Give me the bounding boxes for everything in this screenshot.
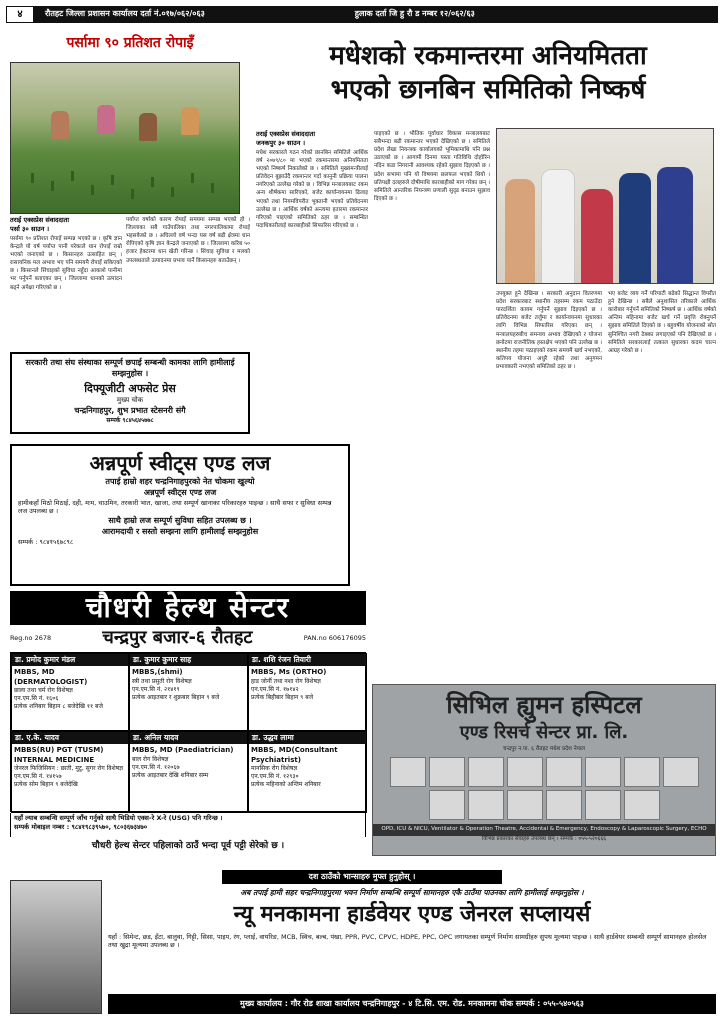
hardware-footer: मुख्य कार्यालय : गौर रोड शाखा कार्यालय चन्द्रनिगाहपुर - ४ टि.सि. एम. रोड. मनकामना चोक सम्पर्क : ०५५-५४०५६३ — [108, 994, 716, 1014]
doctor-degree: MBBS(RU) PGT (TUSM) INTERNAL MEDICINE — [14, 746, 104, 764]
clinic-banner: चौधरी हेल्थ सेन्टर — [10, 591, 366, 625]
doctor-specialty: जेनरल फिजिसियन : छाती, मुटु, सुगर रोग विशेषज्ञ — [14, 765, 124, 772]
farmer-figure — [97, 105, 115, 133]
clinic-subheader — [10, 626, 366, 650]
farmer-figure — [51, 111, 69, 139]
rice-story-col1 — [10, 216, 122, 348]
clinic-pan-no: PAN.no 606176095 — [303, 633, 366, 642]
main-body-col1: मधेश सरकारले गठन गरेको छानबिन समितिले आर्थिक वर्ष २०७९/८० मा भएको रकमान्तरमा अनियमितता भएको निष्कर्ष निकालेको छ । समितिले मुख्यमन्त्रीलाई प्रतिवेदन बुझाउँदै रकमान्तर गर्दा कानुनी प्रक्रिया पालना नगरिएको उल्लेख गरेको छ । विभिन्न मन्त्रालयबाट रकम अन्य शीर्षकमा सारिएको, बजेट कार्यान्वयनमा ढिलाइ भएको तथा नियमविपरीत भुक्तानी भएको प्रतिवेदनमा उल्लेख छ । आर्थिक वर्षको अन्त्यमा हतारमा रकमान्तर गरिएको पाइएको समितिको ठहर छ । सम्बन्धित पदाधिकारीलाई कारबाहीको सिफारिस गरिएको छ । — [256, 149, 368, 229]
doctor-nmc: एन.एम.सि नं. २१४१९ — [132, 685, 180, 693]
doctor-degree: MBBS, Ms (ORTHO) — [251, 668, 327, 677]
doctor-specialty: छाला तथा चर्म रोग विशेषज्ञ — [14, 687, 73, 694]
rice-body-col1: पर्सामा ९० प्रतिशत रोपाइँ सम्पन्न भएको छ । कृषि ज्ञान केन्द्रले यो वर्ष पर्याप्त पानी परेकाले धान रोपाइँ राम्रो भएको जनाएको छ । किसानहरु उत्साहित छन् । रासायनिक मल अभाव भए पनि समयमै रोपाइँ सकिएको छ । किसानले सिंचाइको सुविधा नहुँदा आकाशे पानीमा भर पर्नुपर्ने बताएका छन् । जिल्लामा धानको उत्पादन बढ्ने अपेक्षा गरिएको छ । — [10, 235, 122, 291]
clinic-reg-no: Reg.no 2678 — [10, 633, 52, 642]
doctor-nmc: एन.एम.सि नं. १४१५७ — [14, 773, 62, 781]
main-dateline: तराई एक्सप्रेस संवाददाता — [256, 130, 316, 138]
rice-headline: पर्सामा ९० प्रतिशत रोपाइँ — [66, 35, 194, 51]
main-headline — [258, 40, 718, 108]
press-name: दिफ्यूजीटी अफसेट प्रेस — [84, 381, 176, 395]
press-address: चन्द्रनिगाहपुर, शुभ प्रभात स्टेसनरी संगै — [74, 405, 186, 415]
press-ad-line1: सरकारी तथा संघ संस्थाका सम्पूर्ण छपाई सम्बन्धी कामका लागि हामीलाई सम्झनुहोस । — [25, 358, 235, 378]
doctor-card — [129, 731, 248, 813]
press-contact: सम्पर्क ९८४५६४५७७८ — [106, 416, 154, 424]
doctor-time: प्रत्येक आइतबार देखि शनिबार सम्म — [132, 771, 209, 779]
postal-registration: हुलाक दर्ता जि हु रौ ड नम्बर १२/०६२/६३ — [354, 9, 475, 19]
doctor-name: डा. अनिल यादव — [130, 732, 247, 744]
press-office-label: मुख्य चोक — [116, 396, 144, 405]
doctor-name: डा. उद्धव लामा — [249, 732, 366, 744]
main-body-col4: भए बजेट व्यय गर्ने परिपाटी बढेको सिद्धान्त विपरीत हुने देखिन्छ । सबैले अनुशासित तरिकाले आर्थिक कारोबार गर्नुपर्ने समितिको निष्कर्ष छ । आर्थिक वर्षको अन्तिम महिनामा बजेट खर्च गर्ने प्रवृत्ति रोक्नुपर्ने सुझाव समितिले दिएको छ । बहुवर्षीय योजनाको स्रोत सुनिश्चित नगरी ठेक्का लगाइएको पनि देखिएको छ । समितिले सरकारलाई तत्काल सुधारका कदम चाल्न आग्रह गरेको छ । — [608, 291, 716, 354]
page-number: ४ — [7, 7, 33, 22]
hospital-services: OPD, ICU & NICU, Ventilator & Operation Theatre, Accidental & Emergency, Endoscopy & Laparoscopic Surgery, ECHO — [373, 824, 715, 835]
doctor-card — [248, 731, 367, 813]
doctor-specialty: स्त्री तथा प्रसुती रोग विशेषज्ञ — [132, 677, 192, 685]
hospital-ad — [372, 684, 716, 856]
hardware-name: न्यू मनकामना हार्डवेयर एण्ड जेनरल सप्लायर्स — [233, 902, 591, 927]
hospital-title1: सिभिल ह्युमन हस्पिटल — [446, 691, 642, 719]
doctor-specialty: हाड जोर्नी तथा नशा रोग विशेषज्ञ — [251, 677, 321, 685]
annapurna-title: अन्नपूर्ण स्वीट्स एण्ड लज — [89, 451, 271, 475]
doctor-degree: MBBS, MD(Consultant Psychiatrist) — [251, 746, 338, 764]
doctor-time: प्रत्येक महिनाको अन्तिम शनिबार — [251, 781, 321, 789]
rice-dateline: तराई एक्सप्रेस संवाददाता — [10, 216, 70, 224]
rice-body-col2: पर्याप्त वर्षाको कारण रोपाइँ समयमा सम्पन्न भएको हो । जिल्लाका सबै गाउँपालिका तथा नगरपालिकामा रोपाइँ भइसकेको छ । अघिल्लो वर्ष भन्दा यस वर्ष बढी क्षेत्रमा धान रोपिएको कृषि ज्ञान केन्द्रले जनाएको छ । जिल्लामा करिब ५० हजार हेक्टरमा धान खेती गरिन्छ । सिंचाइ सुविधा र मलको उपलब्धताले उत्पादनमा प्रभाव पार्ने किसानहरु बताउँछन् । — [126, 217, 250, 264]
doctor-specialty: मानसिक रोग विशेषज्ञ — [251, 765, 298, 772]
page-header — [6, 6, 718, 23]
annapurna-bold-line: साथै हाम्रो लज सम्पूर्ण सुविधा सहित उपलब्ध छ । — [108, 516, 252, 526]
doctor-card — [11, 653, 129, 731]
doctor-name: डा. कुमार कुमार साह — [130, 654, 247, 666]
doctor-degree: MBBS, MD (DERMATOLOGIST) — [14, 668, 88, 686]
doctor-nmc: एन.एम.सि नं. १६०६ — [14, 695, 59, 703]
hardware-desc: यहाँ : सिमेन्ट, छड, इँटा, बालुवा, गिट्टी, सिसा, पाइप, रंग, प्लाई, वायरिङ, MCB, स्विच, बल्ब, पंखा, PPR, PVC, CPVC, HDPE, PPC, OPC लगायतका सम्पूर्ण निर्माण सामग्रीहरु सुपथ मूल्यमा पाइन्छ । साथै हार्डवेयर सम्बन्धी सम्पूर्ण सामानहरु होलसेल तथा खुद्रा मूल्यमा उपलब्ध छ । — [108, 932, 707, 950]
annapurna-closing: आरामदायी र सस्तो सम्झना लागि हामीलाई सम्झनुहोस — [101, 526, 259, 536]
hardware-ad — [108, 900, 716, 958]
handover-photo — [496, 128, 714, 284]
annapurna-contact: सम्पर्क : ९८४१५६७८९८ — [18, 537, 74, 546]
main-body-col2: पाइएको छ । भौतिक पूर्वाधार विकास मन्त्रालयबाट सबैभन्दा बढी रकमान्तर भएको देखिएको छ । समितिले प्रदेश लेखा नियन्त्रक कार्यालयको भूमिकामाथि पनि प्रश्न उठाएको छ । आगामी दिनमा यस्ता गतिविधि दोहोरिन नदिन कडा निगरानी आवश्यक रहेको सुझाव दिइएको छ । प्रदेश सभामा पनि यो विषयमा छलफल भएको थियो । प्रतिपक्षी दलहरुले दोषीमाथि कारबाहीको माग गरेका छन् । समितिले आन्तरिक नियन्त्रण प्रणाली सुदृढ बनाउन सुझाव दिएको छ । — [374, 131, 490, 202]
doctor-nmc: एन.एम.सि नं. १२९३० — [251, 773, 299, 781]
annapurna-sweets-ad — [10, 444, 350, 586]
doctor-name: डा. शशि रंजन तिवारी — [249, 654, 366, 666]
farmer-figure — [181, 107, 199, 135]
doctor-specialty: बाल रोग विशेषज्ञ — [132, 755, 169, 763]
doctor-card — [129, 653, 248, 731]
main-body-col3: उपयुक्त हुने देखिन्छ । सरकारी अनुदान वितरणमा प्रदेश सरकारबाट स्थानीय तहसम्म रकम पठाउँदा पारदर्शिता कायम गर्नुपर्ने सुझाव दिइएको छ । प्रतिवेदनमा बजेट तर्जुमा र कार्यान्वयनमा सुधारका लागि विभिन्न सिफारिस गरिएका छन् । मन्त्रालयहरुबीच समन्वय अभाव देखिएको र योजना छनोटमा राजनीतिक हस्तक्षेप भएको पनि उल्लेख छ । स्थानीय तहमा पठाइएको रकम समयमै खर्च नभएको, कतिपय योजना अधुरै रहेको तथा अनुगमन प्रभावकारी नभएको समितिको ठहर छ । — [496, 291, 602, 370]
doctor-degree: MBBS, MD (Paediatrician) — [132, 746, 234, 755]
farmer-figure — [139, 113, 157, 141]
rice-planting-photo — [10, 62, 240, 214]
doctor-card — [248, 653, 367, 731]
doctor-name: डा. प्रमोद कुमार मंडल — [12, 654, 128, 666]
clinic-contact: सम्पर्क मोबाइल नम्बर : ९८४१९८३९५७०, ९८०३६७३४७० — [14, 822, 148, 831]
hospital-address: चन्द्रपुर न.पा. ६ रौतहट मधेश प्रदेश नेपाल — [503, 745, 585, 752]
main-dateline-date: जनकपुर ३० साउन । — [256, 139, 306, 148]
annapurna-tagline: तपाई हाम्रो शहर चन्द्रनिगाहपुरको नेत चोकमा खुल्यो — [105, 477, 255, 486]
doctor-time: प्रत्येक आइतबार र शुक्रबार बिहान ९ बजे — [132, 693, 220, 701]
printing-press-ad — [10, 352, 250, 434]
doctor-degree: MBBS,(shmi) — [132, 668, 183, 677]
clinic-lab-note: यहाँ ल्याब सम्बन्धि सम्पूर्ण जाँच गर्नुको साथै भिडियो एक्स-रे X-रे (USG) पनि गरिन्छ । — [14, 814, 223, 822]
clinic-footer: चौधरी हेल्थ सेन्टर पहिलाको ठाउँ भन्दा पूर्व पट्टी सेरेको छ । — [91, 841, 285, 851]
clinic-address: चन्द्रपुर बजार-६ रौतहट — [102, 626, 253, 648]
clinic-note — [10, 813, 366, 837]
doctor-card — [11, 731, 129, 813]
rice-dateline-date: पर्सा ३० साउन । — [10, 225, 50, 234]
main-story-col4 — [608, 290, 716, 678]
main-headline-line2: भएको छानबिन समितिको निष्कर्ष — [330, 74, 646, 105]
doctor-grid — [10, 652, 366, 812]
doctor-time: प्रत्येक बिहीबार बिहान ९ बजे — [251, 693, 314, 701]
hospital-footer: विभिन्न प्रकारका सेवाहरु उपलब्ध छन् । सम्पर्क : ०५५-५२०६६६ — [481, 835, 607, 842]
annapurna-name: अन्नपूर्ण स्वीट्स एण्ड लज — [143, 487, 217, 497]
temple-photo — [10, 880, 102, 1014]
paper-registration: रौतहट जिल्ला प्रशासन कार्यालय दर्ता नं.०१७/०६२/०६३ — [45, 9, 205, 19]
notice-banner: दश ठाउँको भान्साहरु मुफ्त हुनुहोस् । — [222, 870, 502, 884]
rice-story-col2 — [126, 216, 250, 348]
notice-subtitle: अब तपाई हामी सहर चन्द्रनिगाहपुरमा भवन निर्माण सम्बन्धि सम्पूर्ण सामानहरु एकै ठाउँमा पाउनका लागि हामीलाई सम्झनुहोस । — [240, 888, 584, 897]
main-story-col3 — [496, 290, 602, 678]
hospital-doctor-photos — [373, 753, 715, 824]
annapurna-body: हामीकहाँ मिठो मिठाई, दही, मःम, चाउमिन, तरकारी भात, खाजा, तथा सम्पूर्ण खानाका परिकारहरु पाइन्छ । साथै सफा र सुविधा सम्पन्न लज उपलब्ध छ । — [18, 498, 332, 516]
doctor-name: डा. ए.के. यादव — [12, 732, 128, 744]
main-headline-line1: मधेशको रकमान्तरमा अनियमितता — [329, 41, 647, 71]
hospital-title2: एण्ड रिसर्च सेन्टर प्रा. लि. — [459, 722, 629, 744]
main-story-col2 — [374, 130, 490, 680]
doctor-nmc: एन.एम.सि नं. १२०६७ — [132, 763, 180, 771]
doctor-time: प्रत्येक सोम बिहान ९ बजेदेखि — [14, 781, 78, 789]
doctor-time: प्रत्येक शनिबार बिहान ८ बजेदेखि ११ बजे — [14, 703, 103, 711]
doctor-nmc: एन.एम.सि नं. १७१४२ — [251, 685, 299, 693]
